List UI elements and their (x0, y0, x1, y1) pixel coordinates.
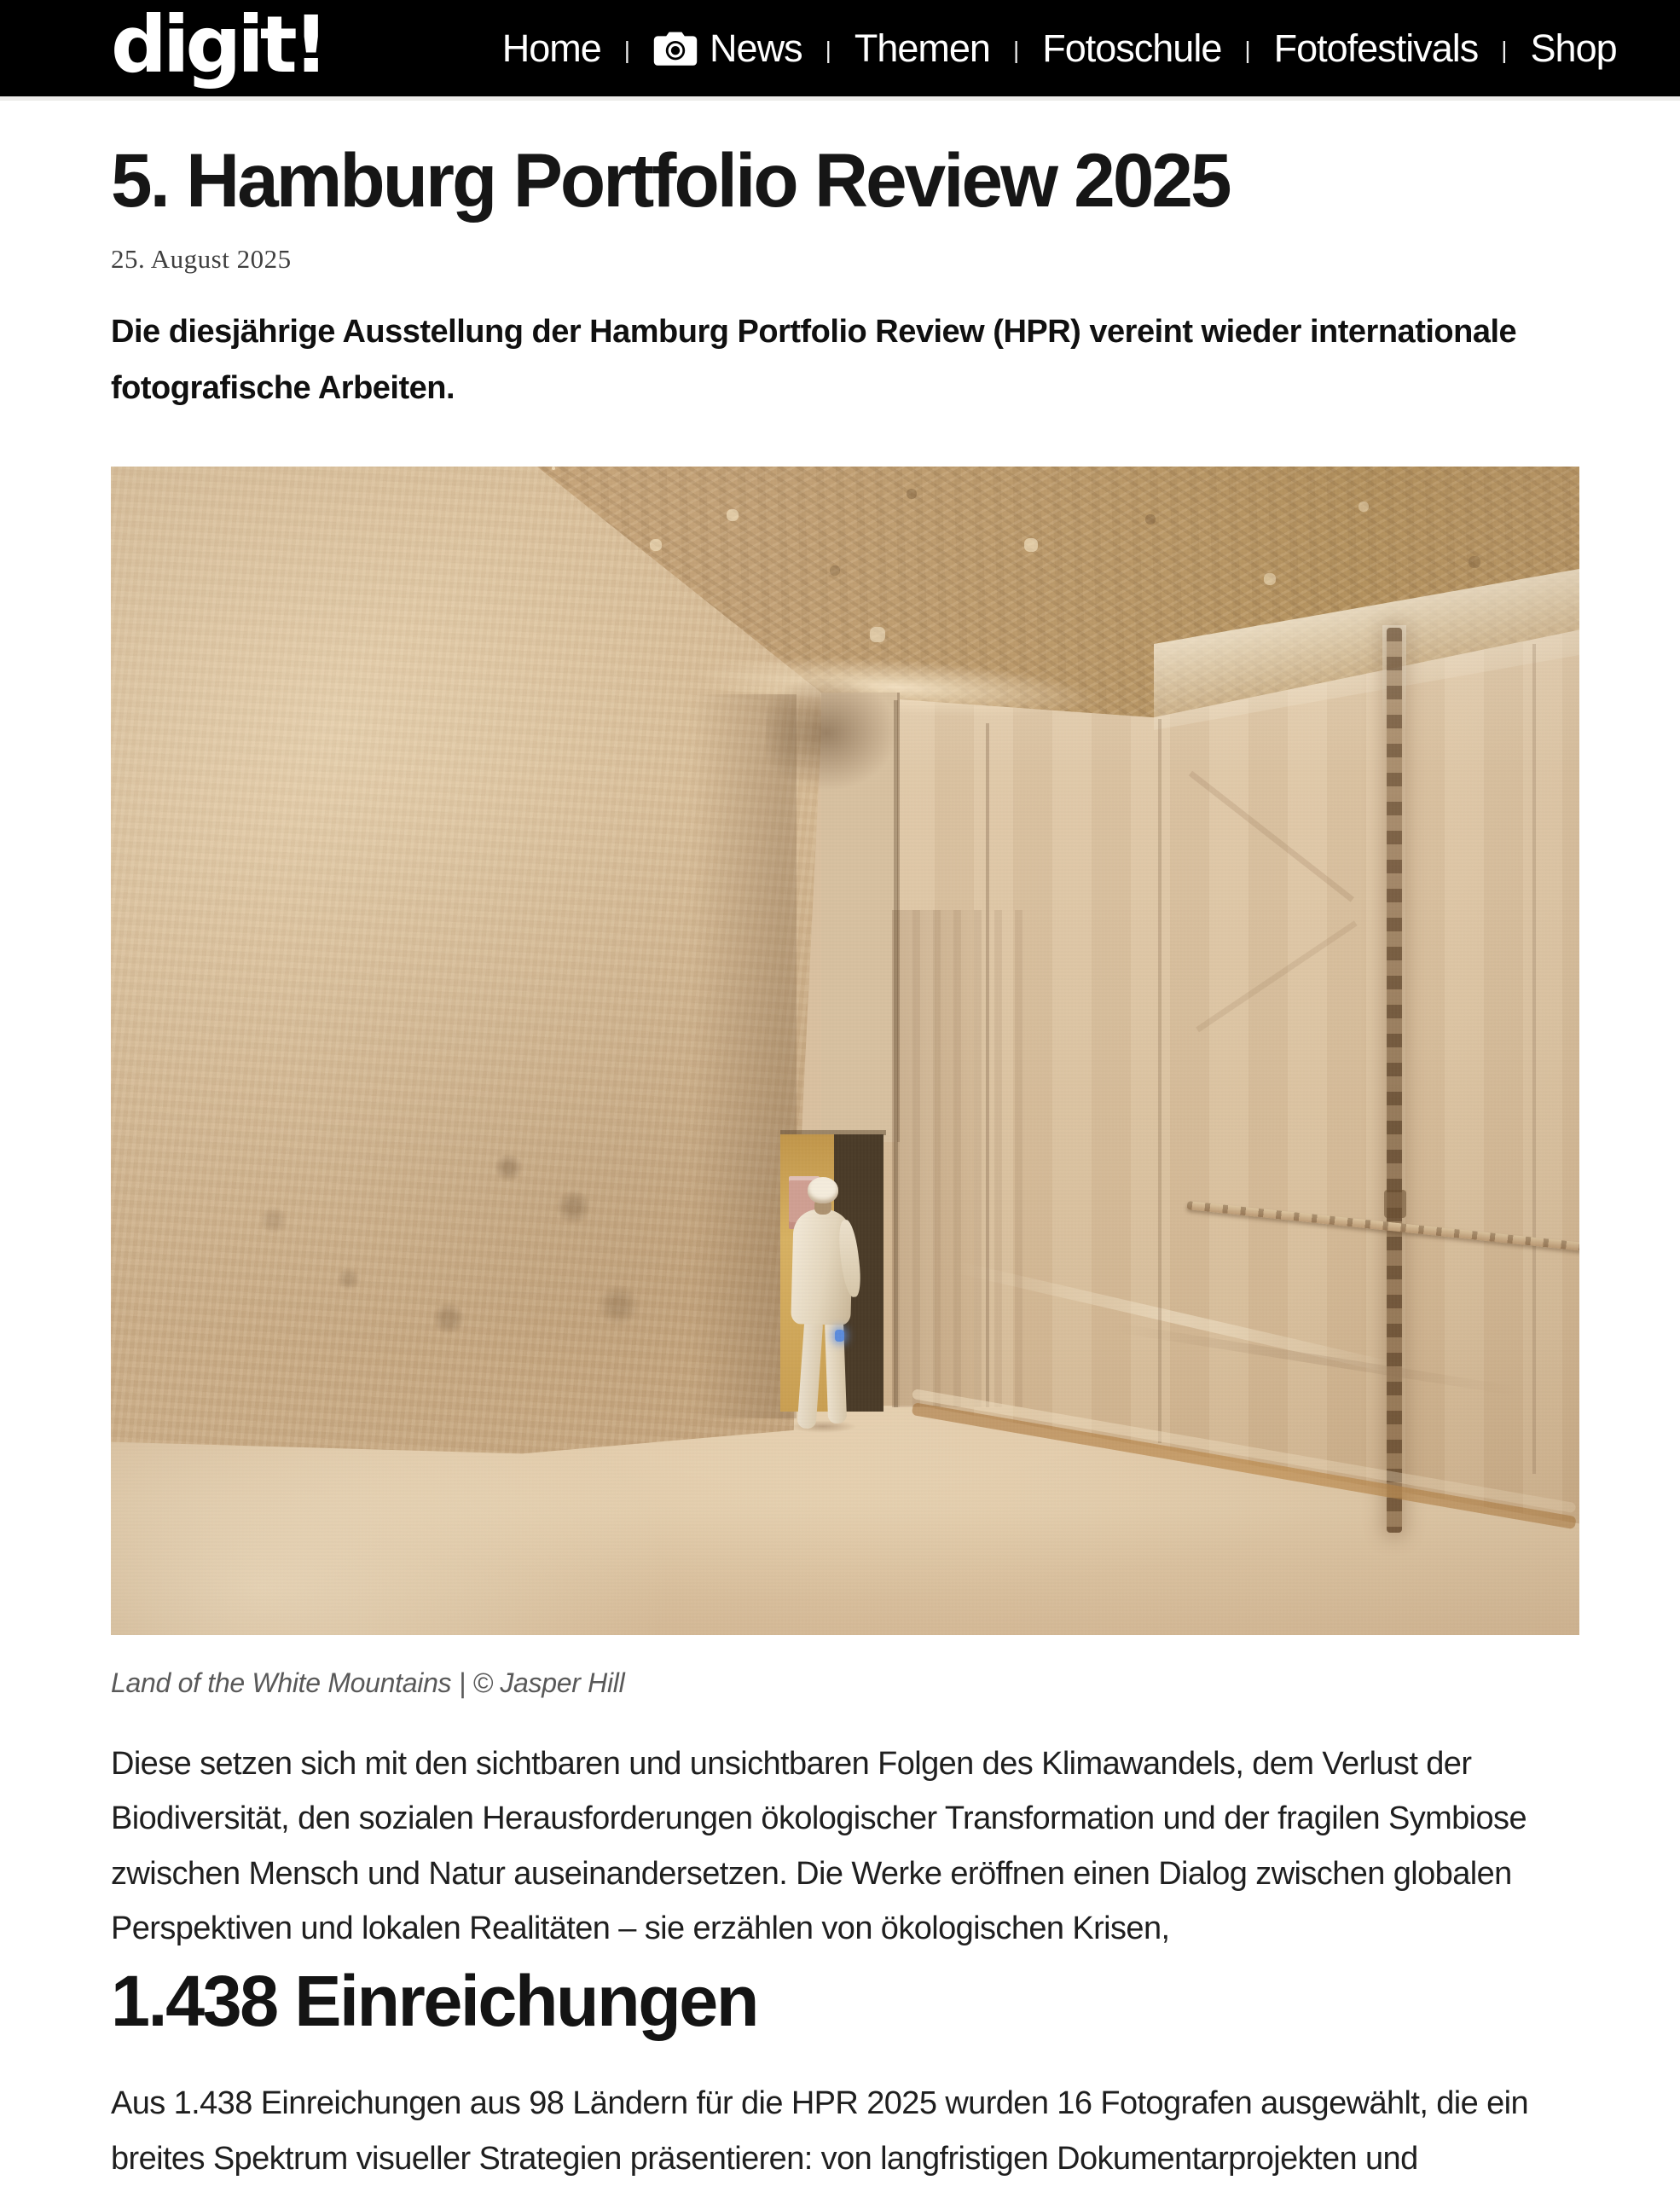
nav-label: Themen (854, 26, 990, 70)
photo-phone-glow (835, 1330, 843, 1341)
site-logo[interactable]: digit! (111, 0, 325, 90)
photo-curtain-seam (1158, 719, 1162, 1443)
photo-dirty-seam-pole (1387, 628, 1402, 1534)
photo-corner-dark-curl (766, 679, 898, 791)
article-paragraph: Aus 1.438 Einreichungen aus 98 Ländern für die HPR 2025 wurden 16 Fotografen ausgewählt, die ein breites Spektrum visueller Strategien präsentieren: von langfristigen Dokumentarprojekten und (111, 2085, 1529, 2177)
site-header (0, 0, 1680, 101)
nav-item-news[interactable] (653, 26, 802, 70)
nav-item-shop[interactable] (1530, 26, 1617, 70)
nav-label: Home (501, 26, 601, 70)
photo-curtain-seam (1532, 644, 1536, 1474)
nav-separator: | (1501, 36, 1508, 63)
nav-label: News (710, 26, 802, 70)
photo-curtain-shade (892, 910, 1032, 1406)
nav-item-home[interactable] (501, 26, 601, 70)
article-paragraph: Diese setzen sich mit den sichtbaren und unsichtbaren Folgen des Klimawandels, dem Verlust der Biodiversität, den sozialen Herausforderungen ökologischer Transformation und der fragilen Symbiose zwischen Mensch und Natur auseinandersetzen. Die Werke eröffnen einen Dialog zwischen globalen Perspektiven und lokalen Realitäten – sie erzählen von ökologischen Krisen, (111, 1745, 1526, 1947)
nav-separator: | (1244, 36, 1251, 63)
nav-separator: | (825, 36, 831, 63)
nav-item-fotofestivals[interactable] (1273, 26, 1479, 70)
photo-worker-leg (797, 1317, 824, 1429)
article-figure (111, 467, 1583, 1699)
main-nav (501, 26, 1617, 70)
section-heading: 1.438 Einreichungen (111, 1960, 757, 2041)
nav-item-fotoschule[interactable] (1042, 26, 1222, 70)
photo-curtain-seam (986, 723, 989, 1406)
page-title: 5. Hamburg Portfolio Review 2025 (111, 137, 1230, 223)
photo-worker-helmet (808, 1177, 838, 1203)
nav-item-themen[interactable] (854, 26, 990, 70)
article-image (111, 467, 1579, 1635)
article-intro: Die diesjährige Ausstellung der Hamburg Portfolio Review (HPR) vereint wieder internationale fotografische Arbeiten. (111, 313, 1517, 406)
nav-label: Shop (1530, 26, 1617, 70)
image-caption: Land of the White Mountains | © Jasper Hill (111, 1667, 625, 1698)
photo-pipe-joint (1384, 1190, 1406, 1218)
nav-separator: | (1012, 36, 1020, 63)
nav-label: Fotoschule (1042, 26, 1222, 70)
camera-icon (653, 31, 698, 67)
photo-worker (785, 1177, 866, 1429)
nav-label: Fotofestivals (1273, 26, 1479, 70)
article (111, 138, 1583, 2186)
photo-ceiling-specks (552, 467, 555, 470)
photo-wall-smudges (199, 1109, 698, 1436)
nav-separator: | (623, 36, 631, 63)
article-date: 25. August 2025 (111, 243, 292, 274)
